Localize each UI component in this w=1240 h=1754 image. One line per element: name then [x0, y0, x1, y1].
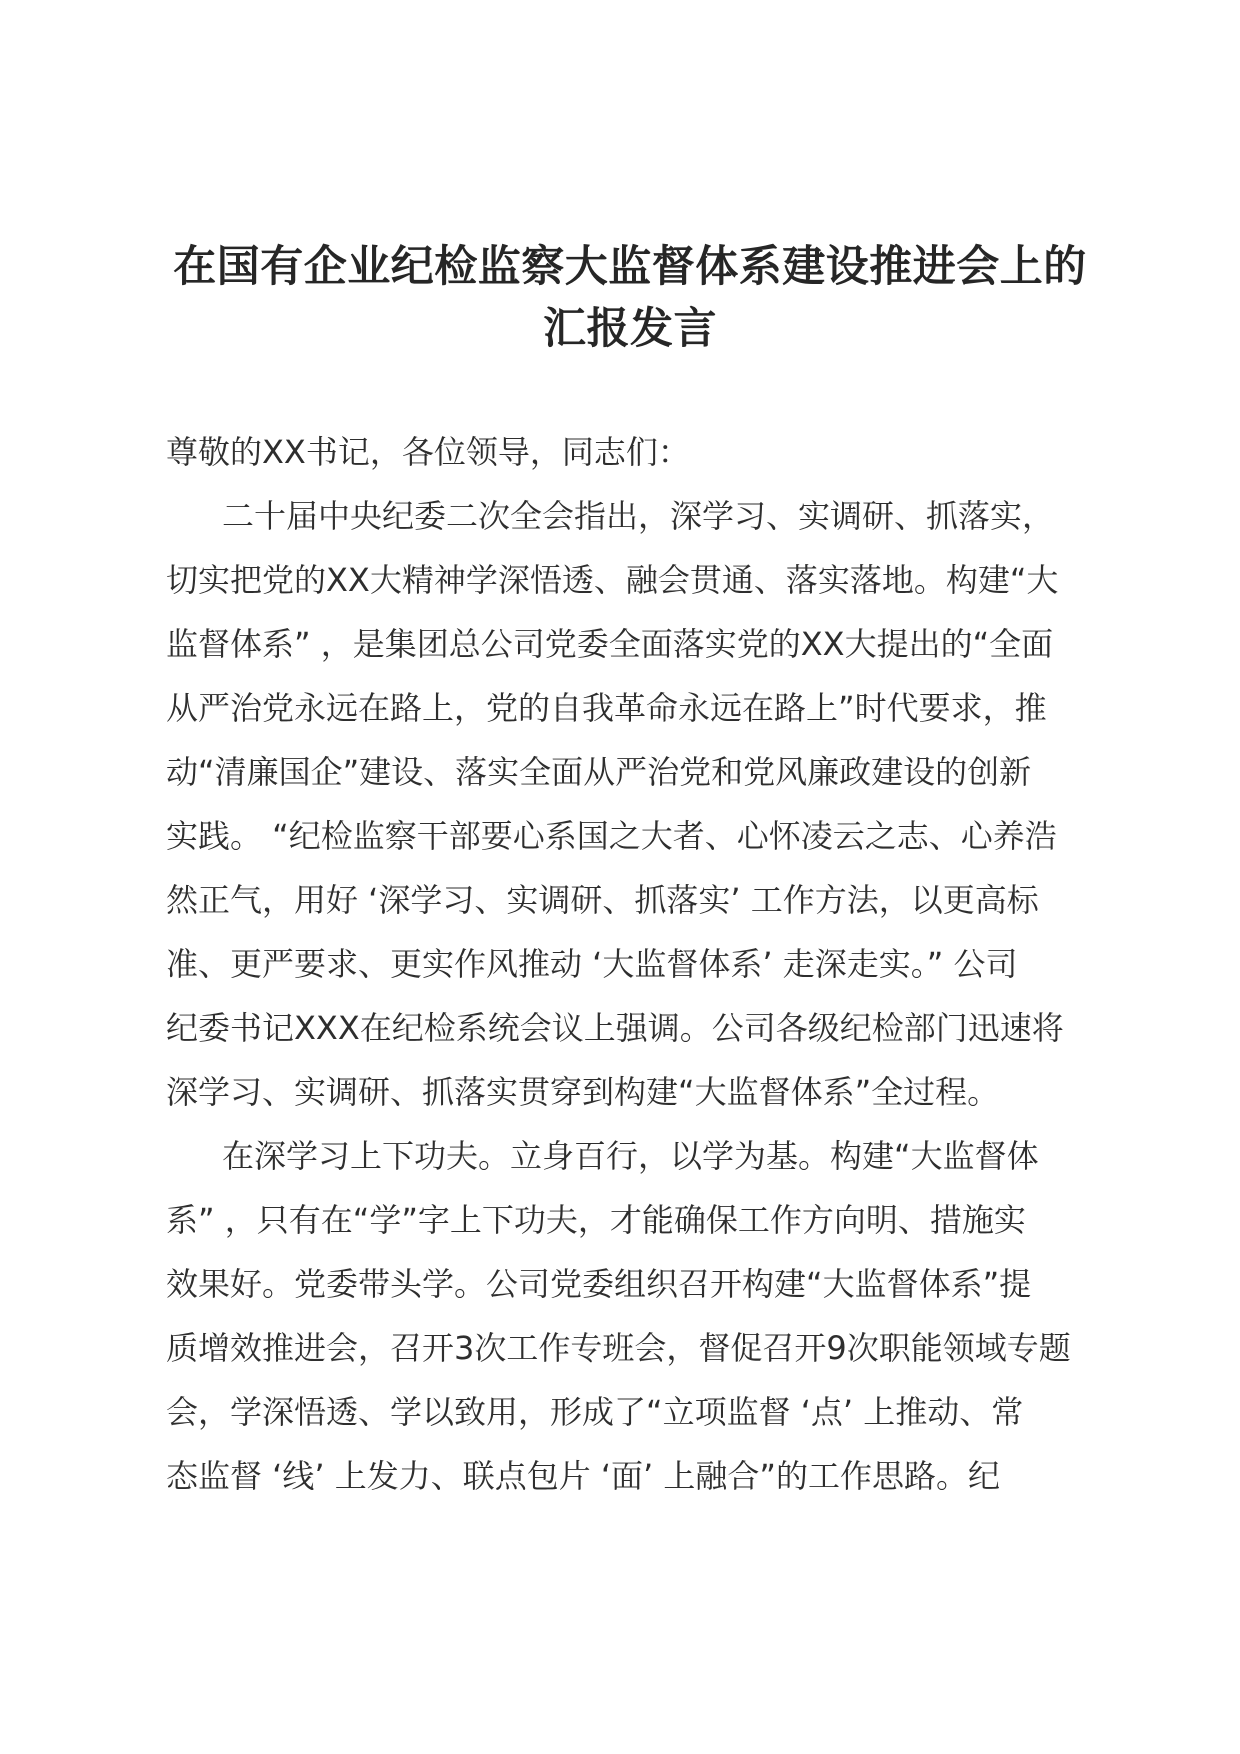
paragraph-line: 监督体系” ，是集团总公司党委全面落实党的XX大提出的“全面: [166, 625, 1054, 663]
salutation: 尊敬的XX书记，各位领导，同志们：: [166, 433, 690, 471]
paragraph-line: 效果好。党委带头学。公司党委组织召开构建“大监督体系”提: [166, 1265, 1032, 1303]
paragraph-line: 实践。 “纪检监察干部要心系国之大者、心怀凌云之志、心养浩: [166, 817, 1057, 855]
paragraph-line: 从严治党永远在路上，党的自我革命永远在路上”时代要求，推: [166, 689, 1047, 727]
paragraph-line: 深学习、实调研、抓落实贯穿到构建“大监督体系”全过程。: [166, 1073, 1000, 1111]
paragraph-line: 态监督 ‘线’ 上发力、联点包片 ‘面’ 上融合”的工作思路。纪: [166, 1457, 1000, 1495]
paragraph-line: 准、更严要求、更实作风推动 ‘大监督体系’ 走深走实。” 公司: [166, 945, 1018, 983]
paragraph: [166, 1124, 1106, 1508]
document-title: [150, 236, 1110, 360]
paragraph-line: 会，学深悟透、学以致用，形成了“立项监督 ‘点’ 上推动、常: [166, 1393, 1024, 1431]
paragraph-line: 质增效推进会，召开3次工作专班会，督促召开9次职能领域专题: [166, 1329, 1071, 1367]
paragraph-line: 纪委书记XXX在纪检系统会议上强调。公司各级纪检部门迅速将: [166, 1009, 1064, 1047]
paragraph-line: 动“清廉国企”建设、落实全面从严治党和党风廉政建设的创新: [166, 753, 1032, 791]
paragraph-line: 在深学习上下功夫。立身百行，以学为基。构建“大监督体: [222, 1137, 1039, 1175]
paragraph-line: 系” ，只有在“学”字上下功夫，才能确保工作方向明、措施实: [166, 1201, 1026, 1239]
document-body: [166, 420, 1106, 1508]
title-line: 在国有企业纪检监察大监督体系建设推进会上的: [173, 242, 1087, 292]
paragraph-line: 切实把党的XX大精神学深悟透、融会贯通、落实落地。构建“大: [166, 561, 1059, 599]
paragraph: [166, 484, 1106, 1124]
paragraph-line: 二十届中央纪委二次全会指出，深学习、实调研、抓落实，: [222, 497, 1055, 535]
title-line: 汇报发言: [543, 304, 717, 354]
paragraph-line: 然正气，用好 ‘深学习、实调研、抓落实’ 工作方法，以更高标: [166, 881, 1039, 919]
